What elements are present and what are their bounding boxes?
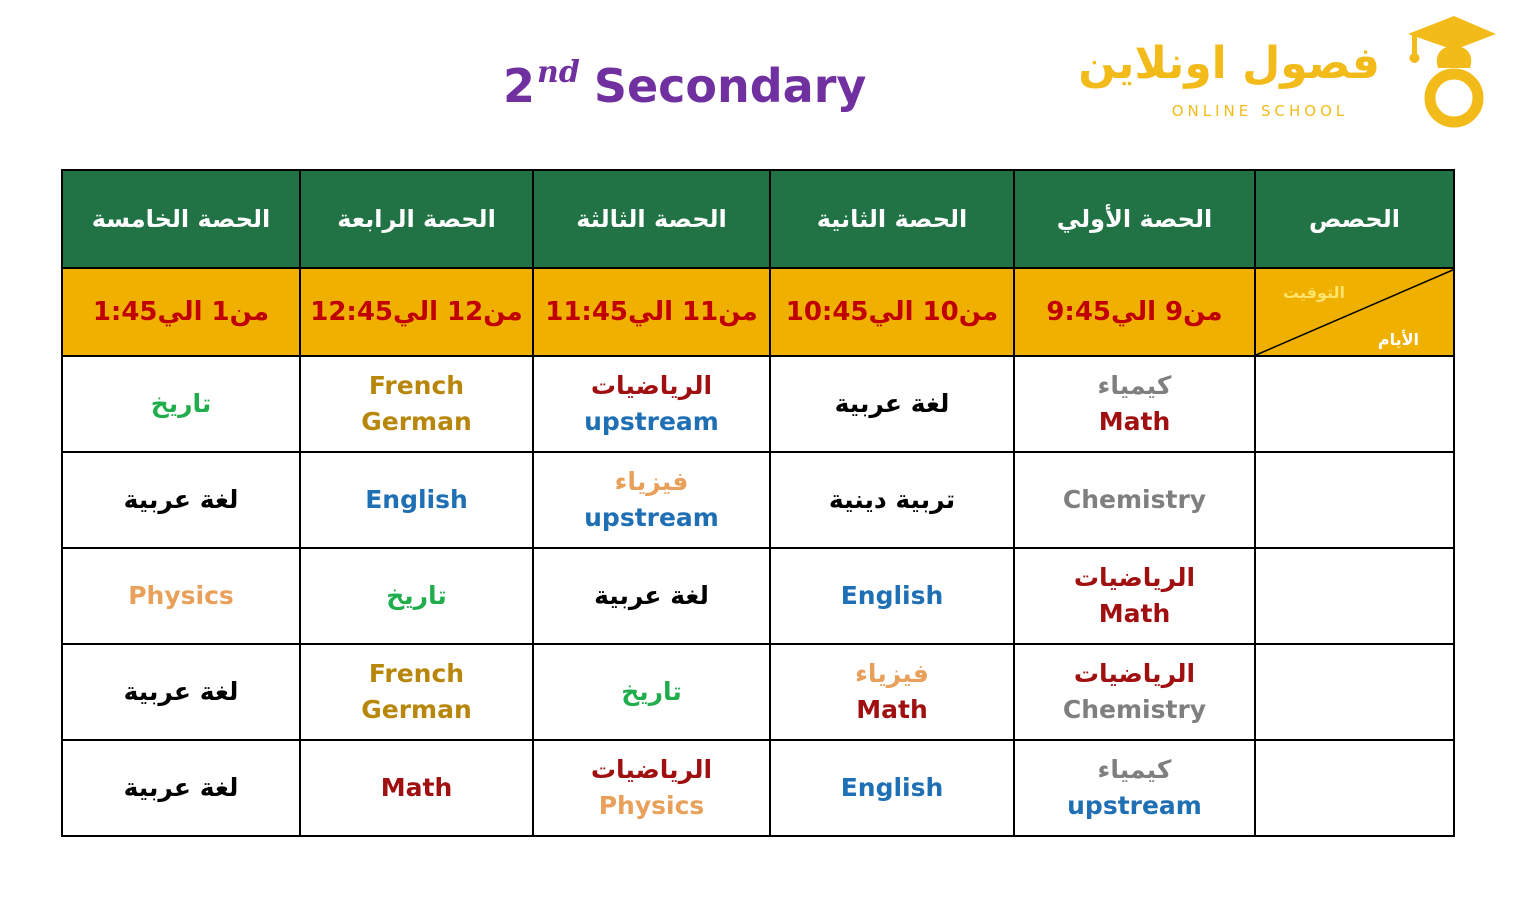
- graduation-cap-icon: [1402, 12, 1498, 128]
- subject-cell: [300, 356, 533, 452]
- subject-label: Physics: [128, 581, 234, 610]
- period-time-2: من10 الي10:45: [770, 268, 1014, 356]
- time-label: التوقيت: [1283, 283, 1345, 302]
- subject-label: لغة عربية: [123, 485, 239, 514]
- subject-label: Math: [1098, 407, 1171, 436]
- subject-cell: [533, 740, 770, 836]
- subject-label: لغة عربية: [123, 773, 239, 802]
- period-time-4: من12 الي12:45: [300, 268, 533, 356]
- subject-label: Physics: [598, 791, 705, 820]
- period-time-1: من9 الي9:45: [1014, 268, 1255, 356]
- period-header-3: الحصة الثالثة: [533, 170, 770, 268]
- subject-cell: [62, 740, 300, 836]
- logo: [1078, 12, 1500, 130]
- period-time-3: من11 الي11:45: [533, 268, 770, 356]
- subject-label: Chemistry: [1062, 695, 1207, 724]
- subject-label: كيمياء: [1097, 755, 1172, 784]
- day-name-cell: الثلاثاء: [1255, 548, 1454, 644]
- subject-label: Math: [380, 773, 453, 802]
- subject-cell: [533, 452, 770, 548]
- subject-cell: [62, 356, 300, 452]
- subject-label: الرياضيات: [1073, 563, 1196, 592]
- title-text: Secondary: [593, 59, 867, 113]
- subject-label: لغة عربية: [594, 581, 709, 610]
- subject-label: Chemistry: [1062, 485, 1207, 514]
- title-superscript: nd: [537, 55, 580, 90]
- subject-label: تاريخ: [621, 677, 682, 706]
- subject-label: فيزياء: [855, 659, 929, 688]
- subject-cell: [1014, 548, 1255, 644]
- table-row: [62, 740, 1454, 836]
- day-name-cell: الأربعاء: [1255, 644, 1454, 740]
- subject-cell: [1014, 452, 1255, 548]
- subject-label: الرياضيات: [590, 755, 713, 784]
- subject-cell: [300, 644, 533, 740]
- subject-label: لغة عربية: [123, 677, 239, 706]
- subject-label: German: [361, 407, 472, 436]
- subject-label: French: [368, 659, 465, 688]
- subject-cell: [1014, 356, 1255, 452]
- period-header-4: الحصة الرابعة: [300, 170, 533, 268]
- subject-cell: [770, 548, 1014, 644]
- subject-label: Math: [856, 695, 928, 724]
- period-header-1: الحصة الأولي: [1014, 170, 1255, 268]
- day-name-cell: الأحد: [1255, 356, 1454, 452]
- subject-cell: [62, 644, 300, 740]
- subject-label: English: [840, 581, 944, 610]
- table-row: [62, 548, 1454, 644]
- subject-cell: [300, 548, 533, 644]
- subject-label: الرياضيات: [1073, 659, 1196, 688]
- subject-label: تربية دينية: [828, 485, 956, 514]
- subject-cell: [62, 452, 300, 548]
- period-header-2: الحصة الثانية: [770, 170, 1014, 268]
- subject-label: Math: [1098, 599, 1171, 628]
- days-label: الأيام: [1377, 330, 1419, 349]
- subject-cell: [770, 356, 1014, 452]
- subject-label: كيمياء: [1097, 371, 1172, 400]
- diagonal-divider: [1256, 269, 1455, 355]
- logo-english-text: ONLINE SCHOOL: [1171, 102, 1349, 120]
- subject-cell: [533, 548, 770, 644]
- subject-label: English: [840, 773, 944, 802]
- subject-cell: [533, 644, 770, 740]
- header-corner-cell: الحصص: [1255, 170, 1454, 268]
- time-day-corner-cell: [1255, 268, 1454, 356]
- subject-cell: [300, 740, 533, 836]
- header-row: [62, 170, 1454, 268]
- day-name-cell: الخميس: [1255, 740, 1454, 836]
- page-title: [503, 55, 867, 113]
- schedule-table: [61, 169, 1455, 837]
- table-row: [62, 644, 1454, 740]
- subject-label: فيزياء: [614, 467, 689, 496]
- logo-arabic-text: فصول اونلاين: [1078, 38, 1380, 89]
- subject-cell: [770, 644, 1014, 740]
- period-header-5: الحصة الخامسة: [62, 170, 300, 268]
- subject-label: الرياضيات: [590, 371, 713, 400]
- subject-cell: [770, 452, 1014, 548]
- title-number: 2: [503, 59, 536, 113]
- day-name-cell: الأثنين: [1255, 452, 1454, 548]
- subject-cell: [533, 356, 770, 452]
- time-row: [62, 268, 1454, 356]
- subject-label: French: [368, 371, 465, 400]
- subject-label: German: [361, 695, 472, 724]
- subject-label: تاريخ: [386, 581, 447, 610]
- subject-label: upstream: [584, 407, 719, 436]
- subject-label: تاريخ: [150, 389, 212, 418]
- subject-label: English: [365, 485, 468, 514]
- period-time-5: من1 الي1:45: [62, 268, 300, 356]
- subject-cell: [770, 740, 1014, 836]
- subject-cell: [300, 452, 533, 548]
- subject-label: upstream: [1067, 791, 1202, 820]
- table-row: [62, 356, 1454, 452]
- subject-label: upstream: [584, 503, 719, 532]
- subject-cell: [62, 548, 300, 644]
- table-row: [62, 452, 1454, 548]
- subject-label: لغة عربية: [834, 389, 950, 418]
- subject-cell: [1014, 644, 1255, 740]
- subject-cell: [1014, 740, 1255, 836]
